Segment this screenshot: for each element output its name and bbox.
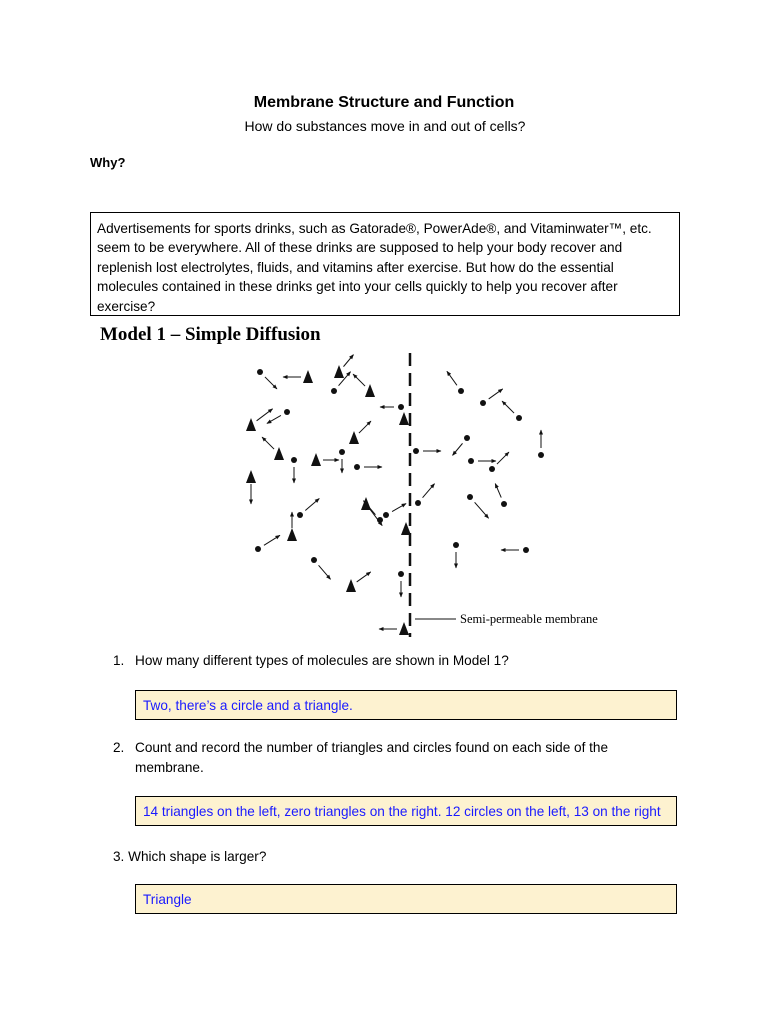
circle-molecule <box>297 512 303 518</box>
triangle-molecule <box>365 384 375 397</box>
triangle-molecule <box>399 412 409 425</box>
circle-molecule <box>377 517 383 523</box>
why-heading: Why? <box>90 155 126 170</box>
triangle-molecule <box>311 453 321 466</box>
circle-molecule <box>291 457 297 463</box>
motion-arrow <box>343 355 353 367</box>
triangle-molecule <box>287 528 297 541</box>
circle-molecule <box>458 388 464 394</box>
motion-arrow <box>267 415 281 423</box>
circle-molecule <box>489 466 495 472</box>
motion-arrow <box>489 389 503 399</box>
motion-arrow <box>262 437 274 449</box>
triangle-molecule <box>349 431 359 444</box>
answer-3-field[interactable]: Triangle <box>135 884 677 914</box>
motion-arrow <box>495 484 501 498</box>
motion-arrow <box>453 443 463 455</box>
circle-molecule <box>523 547 529 553</box>
circle-molecule <box>480 400 486 406</box>
intro-text-box: Advertisements for sports drinks, such as Gatorade®, PowerAde®, and Vitaminwater™, etc. seem to be everywhere. All of these drinks are supposed to help your body recover and replenish lost electrolytes, fluids, and vitamins after exercise. But how do the essential molecules contained in these drinks get into your cells quickly to help you recover after exercise? <box>90 212 680 316</box>
question-2-number: 2. <box>113 740 125 755</box>
simple-diffusion-diagram <box>220 345 620 645</box>
circle-molecule <box>468 458 474 464</box>
question-3-text: Which shape is larger? <box>128 849 267 864</box>
answer-1-field[interactable]: Two, there’s a circle and a triangle. <box>135 690 677 720</box>
circle-molecule <box>501 501 507 507</box>
circle-molecule <box>516 415 522 421</box>
question-3-number: 3. <box>113 849 125 864</box>
circle-molecule <box>257 369 263 375</box>
motion-arrow <box>392 504 406 512</box>
triangle-molecule <box>246 418 256 431</box>
triangle-molecule <box>334 365 344 378</box>
circle-molecule <box>467 494 473 500</box>
motion-arrow <box>475 502 489 518</box>
triangle-molecule <box>399 622 409 635</box>
circle-molecule <box>331 388 337 394</box>
motion-arrow <box>265 377 277 389</box>
question-2 <box>113 738 633 777</box>
question-1 <box>113 651 509 671</box>
triangle-molecule <box>346 579 356 592</box>
triangle-molecule <box>274 447 284 460</box>
circle-molecule <box>398 571 404 577</box>
page-title: Membrane Structure and Function <box>253 94 515 111</box>
circle-molecule <box>453 542 459 548</box>
answer-2-field[interactable]: 14 triangles on the left, zero triangles on the right. 12 circles on the left, 13 on the right <box>135 796 677 826</box>
circle-molecule <box>354 464 360 470</box>
question-3 <box>113 847 266 867</box>
circle-molecule <box>339 449 345 455</box>
circle-molecule <box>255 546 261 552</box>
motion-arrow <box>357 572 371 582</box>
circle-molecule <box>464 435 470 441</box>
motion-arrow <box>319 565 331 579</box>
circle-molecule <box>311 557 317 563</box>
question-1-text: How many different types of molecules are shown in Model 1? <box>135 653 509 668</box>
model-title: Model 1 – Simple Diffusion <box>100 324 321 345</box>
triangle-molecule <box>246 470 256 483</box>
circle-molecule <box>383 512 389 518</box>
motion-arrow <box>264 535 280 545</box>
circle-molecule <box>398 404 404 410</box>
molecules-layer <box>246 355 544 635</box>
motion-arrow <box>257 409 273 421</box>
question-1-number: 1. <box>113 653 125 668</box>
circle-molecule <box>538 452 544 458</box>
motion-arrow <box>447 371 457 385</box>
page-subtitle: How do substances move in and out of cells? <box>244 118 526 134</box>
circle-molecule <box>413 448 419 454</box>
triangle-molecule <box>303 370 313 383</box>
motion-arrow <box>497 452 509 464</box>
motion-arrow <box>353 374 365 386</box>
motion-arrow <box>359 421 371 433</box>
circle-molecule <box>284 409 290 415</box>
question-2-text: Count and record the number of triangles and circles found on each side of the membrane. <box>135 740 609 775</box>
motion-arrow <box>423 484 435 498</box>
motion-arrow <box>305 498 319 510</box>
membrane-label: Semi-permeable membrane <box>460 612 598 626</box>
circle-molecule <box>415 500 421 506</box>
motion-arrow <box>502 401 514 413</box>
